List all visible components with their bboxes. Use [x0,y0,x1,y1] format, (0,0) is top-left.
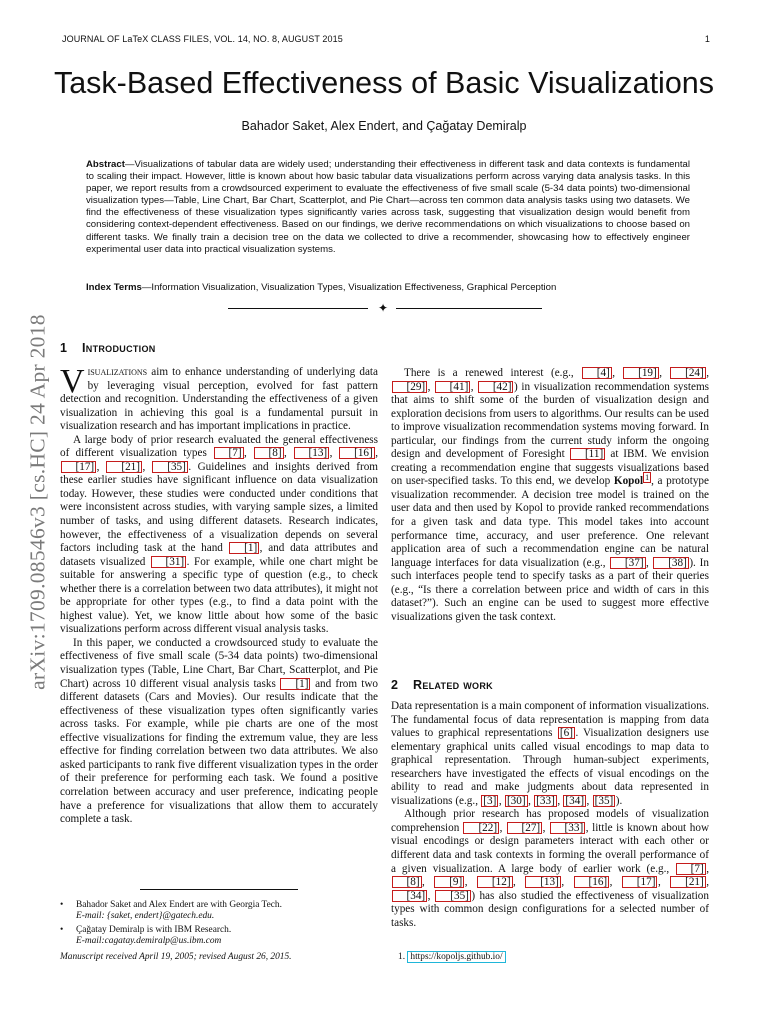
intro-paragraph-4: There is a renewed interest (e.g., [4] , [19] , [24] , [29] , [41] , [42] ) in visualization recommendation systems that aims to shift some of the burden of visualization design and exploration decisions from users to algorithms. Our results can be used to improve visualization recommendation systems moving forward. In particular, our findings from the current study inform the ongoing design and development of Foresight [11] at IBM. We envision creating a recommendation engine that suggests visualizations based on user-specified tasks. To this end, we develop Kopol $^1$ , a prototype visualization recommender. A decision tree model is trained on the user data and then used by Kopol to provide ranked recommendations for a given task and data type. This model takes into account performance time, accuracy, and user preference. One relevant application area of such a recommendation engine can be natural language interfaces for data visualization (e.g., [37] , [38] ). In such interfaces people tend to specify tasks as a part of their queries (e.g., “Is there a correlation between price and width of cars in this dataset?”). Such an engine can be used to suggest more effective visualizations given the task context. [391,367,710,623]
citation-link[interactable]: [13] [525,876,561,888]
citation-link[interactable]: [13] [294,447,330,459]
url-footnote-number: 1. [398,952,406,962]
citation-link[interactable]: [34] [392,890,428,902]
citation-link[interactable]: [17] [61,461,97,473]
para-text: and from two different datasets (Cars and Movies). Our results indicate that the effectiveness of these visualization types often significantly varies across tasks. For example, while pie charts are one of the most effective visualizations for finding the extremum value, they are less effective for finding correlation between two data attributes. We also asked participants to rank five different visualization types in the order of their preference for performing each task. We found a positive correlation between accuracy and user preference, indicating people have a preference for visualizations that allow them to accurately complete a task. [60,677,378,826]
separator-line-right [396,308,542,309]
citation-link[interactable]: [17] [622,876,658,888]
citation-link[interactable]: [30] [506,794,526,807]
citation-link[interactable]: [8] [254,447,284,459]
section-2-heading [391,678,493,692]
citation-link[interactable]: [33] [536,794,555,807]
citation-link[interactable]: [33] [550,822,586,834]
para-text: Data representation is a main component of information visualizations. The fundamental focus of data representation is mapping from data values to graphical representations [391,700,709,740]
related-paragraph-1: Data representation is a main component of information visualizations. The fundamental focus of data representation is mapping from data values to graphical representations [6] . Visualization designers use elementary graphical units called visual encodings to map data to graphical representation. Through human-subject experiments, researchers have investigated the effects of visual encodings on the ability to read and make judgments about data represented in visualizations (e.g., [3] , [30] , [33] , [34] , [35] ). [391,700,709,807]
abstract-text: —Visualizations of tabular data are widely used; understanding their effectiveness in different task and data contexts is fundamental to scaling their impact. However, little is known about how basic tabular data visualizations perform across varying data analysis tasks. In this paper, we report results from a crowdsourced experiment to evaluate the effectiveness of five small scale (5-34 data points) two-dimensional visualization types—Table, Line Chart, Bar Chart, Scatterplot, and Pie Chart—across ten common data analysis tasks using two datasets. We find the effectiveness of these visualization types significantly varies across task, suggesting that visualization design would benefit from considering context-dependent effectiveness. Based on our findings, we derive recommendations on which visualizations to choose based on different tasks. We finally train a decision tree on the data we collected to drive a recommender, showcasing how to effectively engineer experimental user data into practical visualization systems. [86,159,690,255]
citation-link[interactable]: [19] [623,367,659,379]
right-column-related-work [391,700,709,930]
para-text: . Guidelines and insights derived from these earlier studies have significant influence on data visualization today. However, these studies were conducted under conditions that were inconsistent across studies, with varying sample sizes, a limited number of tasks, and using different datasets. Research indicates, however, the effectiveness of a visualization depends on several factors including task at the hand [60,460,378,555]
arxiv-stamp: arXiv:1709.08546v3 [cs.HC] 24 Apr 2018 [25,314,50,690]
citation-link[interactable]: [1] [229,542,259,554]
citation-link[interactable]: [4] [582,367,612,379]
abstract-label: Abstract [86,159,125,170]
para-text: . For example, while one chart might be suitable for answering a specific type of question (e.g., to check whether there is a correlation between two data attributes), it might not be appropriate for other types (e.g., to find a data point with the highest value). Yet, we know little about how some of the basic visualizations perform across different visual analysis tasks. [60,555,378,636]
citation-link[interactable]: [41] [435,381,471,393]
footnote-email: E-mail:cagatay.demiralp@us.ibm.com [76,936,222,947]
section-1-heading [60,341,156,355]
index-terms-text: —Information Visualization, Visualization Types, Visualization Effectiveness, Graphical Perception [141,282,557,293]
intro-smallcaps: isualizations [87,366,148,378]
citation-link[interactable]: [1] [280,678,310,690]
index-terms [86,282,690,294]
para-text: A large body of prior research evaluated the general effectiveness of different visualization types [60,433,378,460]
left-column [60,363,379,827]
citation-link[interactable]: [6] [559,727,573,740]
citation-link[interactable]: [31] [151,556,187,568]
running-head [62,34,710,48]
citation-link[interactable]: [24] [670,367,706,379]
citation-link[interactable]: [35] [594,794,614,807]
section-2-title: Related work [413,678,493,692]
para-text: . Visualization designers use elementary graphical units called visual encodings to map data to graphical representation. Through human-subject experiments, researchers have investigated the effects of visual encodings on the ability to read and make judgments about data represented in visualizations (e.g., [391,727,709,807]
citation-link[interactable]: [7] [214,447,244,459]
page-number: 1 [704,34,710,44]
footnote-rule [140,889,298,890]
kopol-name: Kopol [613,475,644,488]
citation-link[interactable]: [9] [434,876,464,888]
citation-link[interactable]: [29] [392,381,428,393]
author-footnotes [60,900,378,950]
citation-link[interactable]: [37] [610,557,646,569]
citation-link[interactable]: [35] [152,461,188,473]
footnote-marker-link[interactable]: 1 [645,472,650,482]
citation-link[interactable]: [21] [670,876,706,888]
citation-link[interactable]: [21] [106,461,142,473]
para-text: , and data attributes and datasets visualized [60,542,378,568]
citation-link[interactable]: [12] [477,876,513,888]
intro-paragraph-2: A large body of prior research evaluated the general effectiveness of different visualization types [7] , [8] , [13] , [16] , [17] , [21] , [35] . Guidelines and insights derived from these earlier studies have significant influence on data visualization today. However, these studies were conducted under conditions that were inconsistent across studies, with varying sample sizes, a limited number of tasks, and using different datasets. Research indicates, however, the effectiveness of a visualization depends on several factors including task at the hand [1] , and data attributes and datasets visualized [31] . For example, while one chart might be suitable for answering a specific type of question (e.g., to check whether there is a correlation between two data attributes), it might not be appropriate for other types (e.g., to find a data point with the highest value). Yet, we know little about how some of the basic visualizations perform across different visual analysis tasks. [60,433,379,636]
footnote-affiliation: • Çağatay Demiralp is with IBM Research. [76,924,232,935]
para-text: ). In such interfaces people tend to specify tasks as a part of their queries (e.g., “Is there a correlation between price and width of cars in this dataset?”). Such an engine can be used to suggest more effective visualizations given the task context. [391,556,710,623]
para-text: ). [615,794,623,807]
intro-paragraph-3 [60,637,378,827]
para-text: , a prototype visualization recommender. A decision tree model is trained on the user data and then used by Kopol to provide ranked recommendations for a given task and data type. This model takes into account performance time, accuracy, and user preference. One relevant application area of such a recommendation engine can be natural language interfaces for data visualization (e.g., [391,475,709,569]
para-text: There is a renewed interest (e.g., [404,367,582,379]
dropcap: V [60,363,85,400]
manuscript-note: Manuscript received April 19, 2005; revised August 26, 2015. [60,952,292,962]
citation-link[interactable]: [7] [676,863,706,875]
citation-link[interactable]: [42] [478,381,514,393]
footnote-item [60,900,378,923]
separator-line-left [228,308,368,309]
citation-link[interactable]: [16] [339,447,375,459]
para-text: at IBM. We envision creating a recommendation engine that suggests visualizations based on user-specified tasks. To this end, we develop [391,448,710,488]
separator-diamond-icon: ✦ [377,301,389,315]
citation-link[interactable]: [38] [653,557,689,569]
citation-link[interactable]: [34] [565,794,585,807]
url-footnote [398,952,506,962]
footnote-item [60,925,378,948]
para-text: ) has also studied the effectiveness of visualization types with common design configurations for a selected number of tasks. [391,889,709,929]
footnote-email: E-mail: {saket, endert}@gatech.edu. [76,911,215,922]
journal-header: JOURNAL OF LaTeX CLASS FILES, VOL. 14, NO. 8, AUGUST 2015 [62,34,343,44]
paper-title: Task-Based Effectiveness of Basic Visualizations [53,66,715,100]
citation-link[interactable]: [3] [483,794,497,807]
kopol-url-link[interactable]: https://kopoljs.github.io/ [407,951,505,963]
right-column-intro [391,367,709,624]
section-1-title: Introduction [82,341,156,355]
citation-link[interactable]: [22] [463,822,499,834]
intro-paragraph-1 [60,363,378,434]
para-text: ) in visualization recommendation systems that aims to shift some of the burden of visualization design and exploration decisions from users to algorithms. Our results can be used to improve visualization recommendation systems moving forward. In particular, our findings from the current study inform the ongoing design and development of Foresight [391,380,710,461]
citation-link[interactable]: [27] [507,822,543,834]
footnote-affiliation: • Bahador Saket and Alex Endert are with Georgia Tech. [76,900,282,910]
citation-link[interactable]: [11] [570,448,605,460]
index-terms-label: Index Terms [86,282,142,293]
paper-authors: Bahador Saket, Alex Endert, and Çağatay Demiralp [241,119,527,133]
intro-text-1: aim to enhance understanding of underlying data by leveraging visual perception, evolved for fast pattern detection and recognition. Understanding the effectiveness of a given visualization in achieving this goal is a fundamental pursuit in visualization research and has important implications in practice. [60,366,378,433]
para-text: , little is known about how visual encodings or design parameters interact with each other or different data and task contexts in forming the overall performance of a given visualization. A large body of earlier work (e.g., [391,821,710,875]
citation-link[interactable]: [35] [435,890,471,902]
citation-link[interactable]: [16] [574,876,610,888]
section-1-number: 1 [60,341,68,355]
para-text: Although prior research has proposed models of visualization comprehension [391,808,709,834]
para-text: In this paper, we conducted a crowdsourced study to evaluate the effectiveness of five small scale (5-34 data points) two-dimensional visualization types (Table, Line Chart, Bar Chart, Scatterplot, and Pie Chart) across 10 different visual analysis tasks [60,636,378,690]
section-2-number: 2 [391,678,399,692]
abstract [86,159,690,256]
related-paragraph-2: Although prior research has proposed models of visualization comprehension [22] , [27] , [33] , little is known about how visual encodings or design parameters interact with each other or different data and task contexts in forming the overall performance of a given visualization. A large body of earlier work (e.g., [7] , [8] , [9] , [12] , [13] , [16] , [17] , [21] , [34] , [35] ) has also studied the effectiveness of visualization types with common design configurations for a selected number of tasks. [391,808,710,929]
citation-link[interactable]: [8] [392,876,422,888]
